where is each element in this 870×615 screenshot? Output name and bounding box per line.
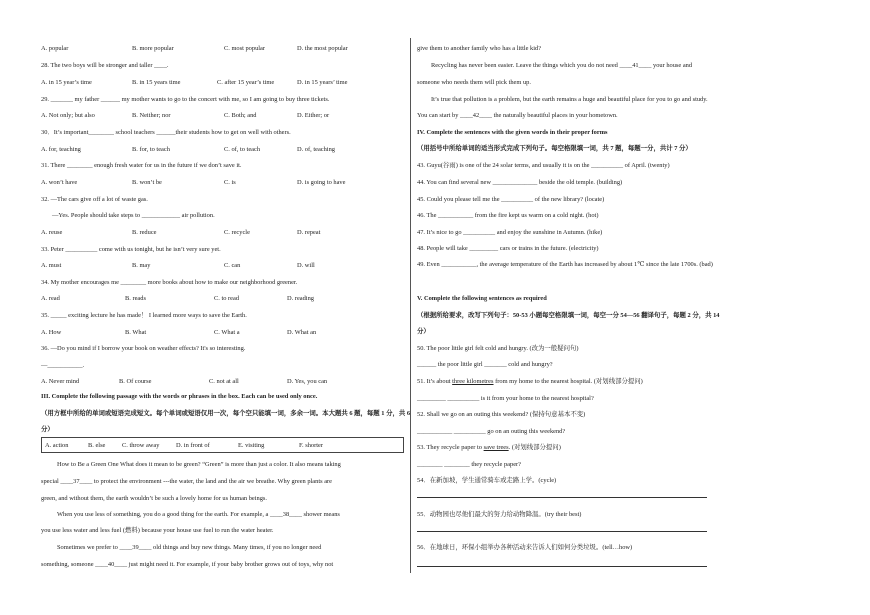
q56: 56．在地球日，环保小组举办各种活动来告诉人们如何分类垃圾。(tell…how) <box>417 544 633 551</box>
q30-option-d: D. of, teaching <box>297 146 335 153</box>
q32-option-b: B. reduce <box>132 229 157 236</box>
passage-line: Sometimes we prefer to ____39____ old things and buy new things. Many times, if you no longer need <box>57 544 322 551</box>
q33-option-b: B. may <box>132 262 151 269</box>
q31-option-d: D. is going to have <box>297 179 346 186</box>
q27-option-b: B. more popular <box>132 45 174 52</box>
q51-underlined: three kilometres <box>452 378 494 385</box>
q54: 54．在新加坡，学生通常骑车或走路上学。(cycle) <box>417 477 557 484</box>
q43: 43. Guyu(谷雨) is one of the 24 solar terms, and usually it is on the __________ of April. (twenty) <box>417 162 670 169</box>
q29-option-b: B. Neither; nor <box>132 112 171 119</box>
q54-answer-rule <box>417 497 707 498</box>
q55: 55．动物园也尽他们最大的努力给动物降温。(try their best) <box>417 511 582 518</box>
q53-text-end: . (对划线部分提问) <box>508 444 561 451</box>
q29-option-c: C. Both; and <box>224 112 257 119</box>
q29-option-d: D. Either; or <box>297 112 330 119</box>
q35-option-c: C. What a <box>214 329 240 336</box>
q27-option-a: A. popular <box>41 45 69 52</box>
q31-option-a: A. won’t have <box>41 179 78 186</box>
q33-option-d: D. will <box>297 262 315 269</box>
word-box <box>41 437 404 453</box>
q30-option-b: B. for, to teach <box>132 146 170 153</box>
word-option-c: C. throw away <box>122 442 160 449</box>
q32-option-c: C. recycle <box>224 229 250 236</box>
q53-underlined: save trees <box>483 444 509 451</box>
q30-option-c: C. of, to teach <box>224 146 261 153</box>
q35-option-b: B. What <box>125 329 147 336</box>
section4-title: IV. Complete the sentences with the given words in their proper forms <box>417 129 608 136</box>
passage-line: special ____37____ to protect the environment ---the water, the land and the air we breathe. Why green plants are <box>41 478 333 485</box>
word-option-e: E. visiting <box>238 442 265 449</box>
q52: 52. Shall we go on an outing this weekend? (保持句意基本不变) <box>417 411 586 418</box>
q51-text-end: from my home to the nearest hospital. (对划线部分提问) <box>493 378 643 385</box>
q27-option-c: C. most popular <box>224 45 266 52</box>
q28-option-a: A. in 15 year’s time <box>41 79 92 86</box>
q28-option-d: D. in 15 years’ time <box>297 79 348 86</box>
section4-instructions: （用括号中所给单词的适当形式完成下列句子。每空格限填一词，共 7 题，每题一分，共计 7 分） <box>417 145 692 152</box>
q33-option-c: C. can <box>224 262 241 269</box>
q36-option-d: D. Yes, you can <box>287 378 328 385</box>
q51-text: 51. It’s about <box>417 378 453 385</box>
q28-stem: 28. The two boys will be stronger and taller ____. <box>41 62 169 69</box>
q53 <box>417 444 561 452</box>
q34-option-a: A. read <box>41 295 60 302</box>
word-option-d: D. in front of <box>176 442 210 449</box>
passage-line: you use less water and less fuel (燃料) because your house use fuel to run the water heater. <box>41 527 274 534</box>
q45: 45. Could you please tell me the __________ of the new library? (locate) <box>417 196 605 203</box>
q52-answer-line: ___________ __________ go on an outing this weekend? <box>417 428 566 435</box>
word-option-a: A. action <box>45 442 69 449</box>
q34-option-d: D. reading <box>287 295 314 302</box>
q51-answer-line: _________ __________ is it from your home to the nearest hospital? <box>417 395 594 402</box>
q36-option-b: B. Of course <box>119 378 152 385</box>
q35-stem: 35. _____ exciting lecture he has made！ I learned more ways to save the Earth. <box>41 312 247 319</box>
q30-option-a: A. for, teaching <box>41 146 81 153</box>
q31-option-c: C. is <box>224 179 236 186</box>
section5-instructions: （根据所给要求，改写下列句子：50-53 小题每空格限填一词，每空一分 54—56 翻译句子，每题 2 分，共 14 <box>417 312 720 319</box>
q48: 48. People will take _________ cars or trains in the future. (electricity) <box>417 245 599 252</box>
q31-option-b: B. won’t be <box>132 179 162 186</box>
q32-reply: —Yes. People should take steps to ____________ air pollution. <box>52 212 215 219</box>
q28-option-b: B. in 15 years time <box>132 79 181 86</box>
q49: 49. Even ___________, the average temperature of the Earth has increased by about 1℃ since the late 1700s. (bad) <box>417 261 713 268</box>
passage-line: someone who needs them will pick them up. <box>417 79 531 86</box>
q28-option-c: C. after 15 year’s time <box>217 79 275 86</box>
q50: 50. The poor little girl felt cold and hungry. (改为一般疑问句) <box>417 345 579 352</box>
q35-option-a: A. How <box>41 329 62 336</box>
q51 <box>417 378 643 386</box>
passage-line: green, and without them, the earth wouldn’t be such a lovely home for us human beings. <box>41 495 267 502</box>
q36-option-a: A. Never mind <box>41 378 80 385</box>
passage-line: You can start by ____42____ the naturally beautiful places in your hometown. <box>417 112 618 119</box>
column-divider <box>410 38 411 573</box>
q36-stem: 36. —Do you mind if I borrow your book on weather effects? It's so interesting. <box>41 345 246 352</box>
q46: 46. The ___________ from the fire kept us warm on a cold night. (hot) <box>417 212 599 219</box>
q30-stem: 30．It’s important________ school teachers ______their students how to get on well with others. <box>41 129 291 136</box>
word-option-f: F. shorter <box>299 442 323 449</box>
q36-reply: —___________. <box>41 362 85 369</box>
q44: 44. You can find several new ______________ beside the old temple. (building) <box>417 179 623 186</box>
q27-option-d: D. the most popular <box>297 45 348 52</box>
q53-answer-line: ________ ________ they recycle paper? <box>417 461 521 468</box>
q32-stem: 32. —The cars give off a lot of waste gas. <box>41 196 148 203</box>
q32-option-d: D. repeat <box>297 229 321 236</box>
q29-stem: 29. _______ my father ______ my mother wants to go to the concert with me, so I am going to buy three tickets. <box>41 96 330 103</box>
q32-option-a: A. reuse <box>41 229 63 236</box>
q55-answer-rule <box>417 531 707 532</box>
q50-answer-line: ______ the poor little girl _______ cold and hungry? <box>417 361 553 368</box>
passage-line: How to Be a Green One What does it mean to be green? “Green” is more than just a color. It also means taking <box>57 461 341 468</box>
q53-text: 53. They recycle paper to <box>417 444 484 451</box>
q33-stem: 33. Peter __________ come with us tonight, but he isn’t very sure yet. <box>41 246 221 253</box>
passage-line: something, someone ____40____ just might need it. For example, if your baby brother grows out of toys, why not <box>41 561 334 568</box>
q56-answer-rule <box>417 566 707 567</box>
word-option-b: B. else <box>88 442 106 449</box>
passage-line: Recycling has never been easier. Leave the things which you do not need ____41____ your house and <box>431 62 693 69</box>
section3-instructions: （用方框中所给的单词或短语完成短文。每个单词或短语仅用一次，每个空只能填一词，多余一词。本大题共 6 题，每题 1 分，共 6 <box>41 410 411 417</box>
q34-stem: 34. My mother encourages me ________ more books about how to make our neighborhood greener. <box>41 279 298 286</box>
q36-option-c: C. not at all <box>209 378 239 385</box>
passage-line: give them to another family who has a little kid? <box>417 45 542 52</box>
passage-line: It’s true that pollution is a problem, but the earth remains a huge and beautiful place for you to go and study. <box>431 96 708 103</box>
q47: 47. It’s nice to go __________ and enjoy the sunshine in Autumn. (hike) <box>417 229 603 236</box>
q33-option-a: A. must <box>41 262 62 269</box>
section5-instructions-cont: 分） <box>417 328 430 335</box>
section3-instructions-cont: 分） <box>41 426 54 433</box>
section5-title: V. Complete the following sentences as required <box>417 295 547 302</box>
q31-stem: 31. There ________ enough fresh water for us in the future if we don’t save it. <box>41 162 242 169</box>
q34-option-c: C. to read <box>214 295 240 302</box>
q29-option-a: A. Not only; but also <box>41 112 95 119</box>
q34-option-b: B. reads <box>125 295 146 302</box>
section3-title: III. Complete the following passage with the words or phrases in the box. Each can be used only once. <box>41 393 318 400</box>
passage-line: When you use less of something, you do a good thing for the earth. For example, a ____38____ shower means <box>57 511 340 518</box>
q35-option-d: D. What an <box>287 329 317 336</box>
